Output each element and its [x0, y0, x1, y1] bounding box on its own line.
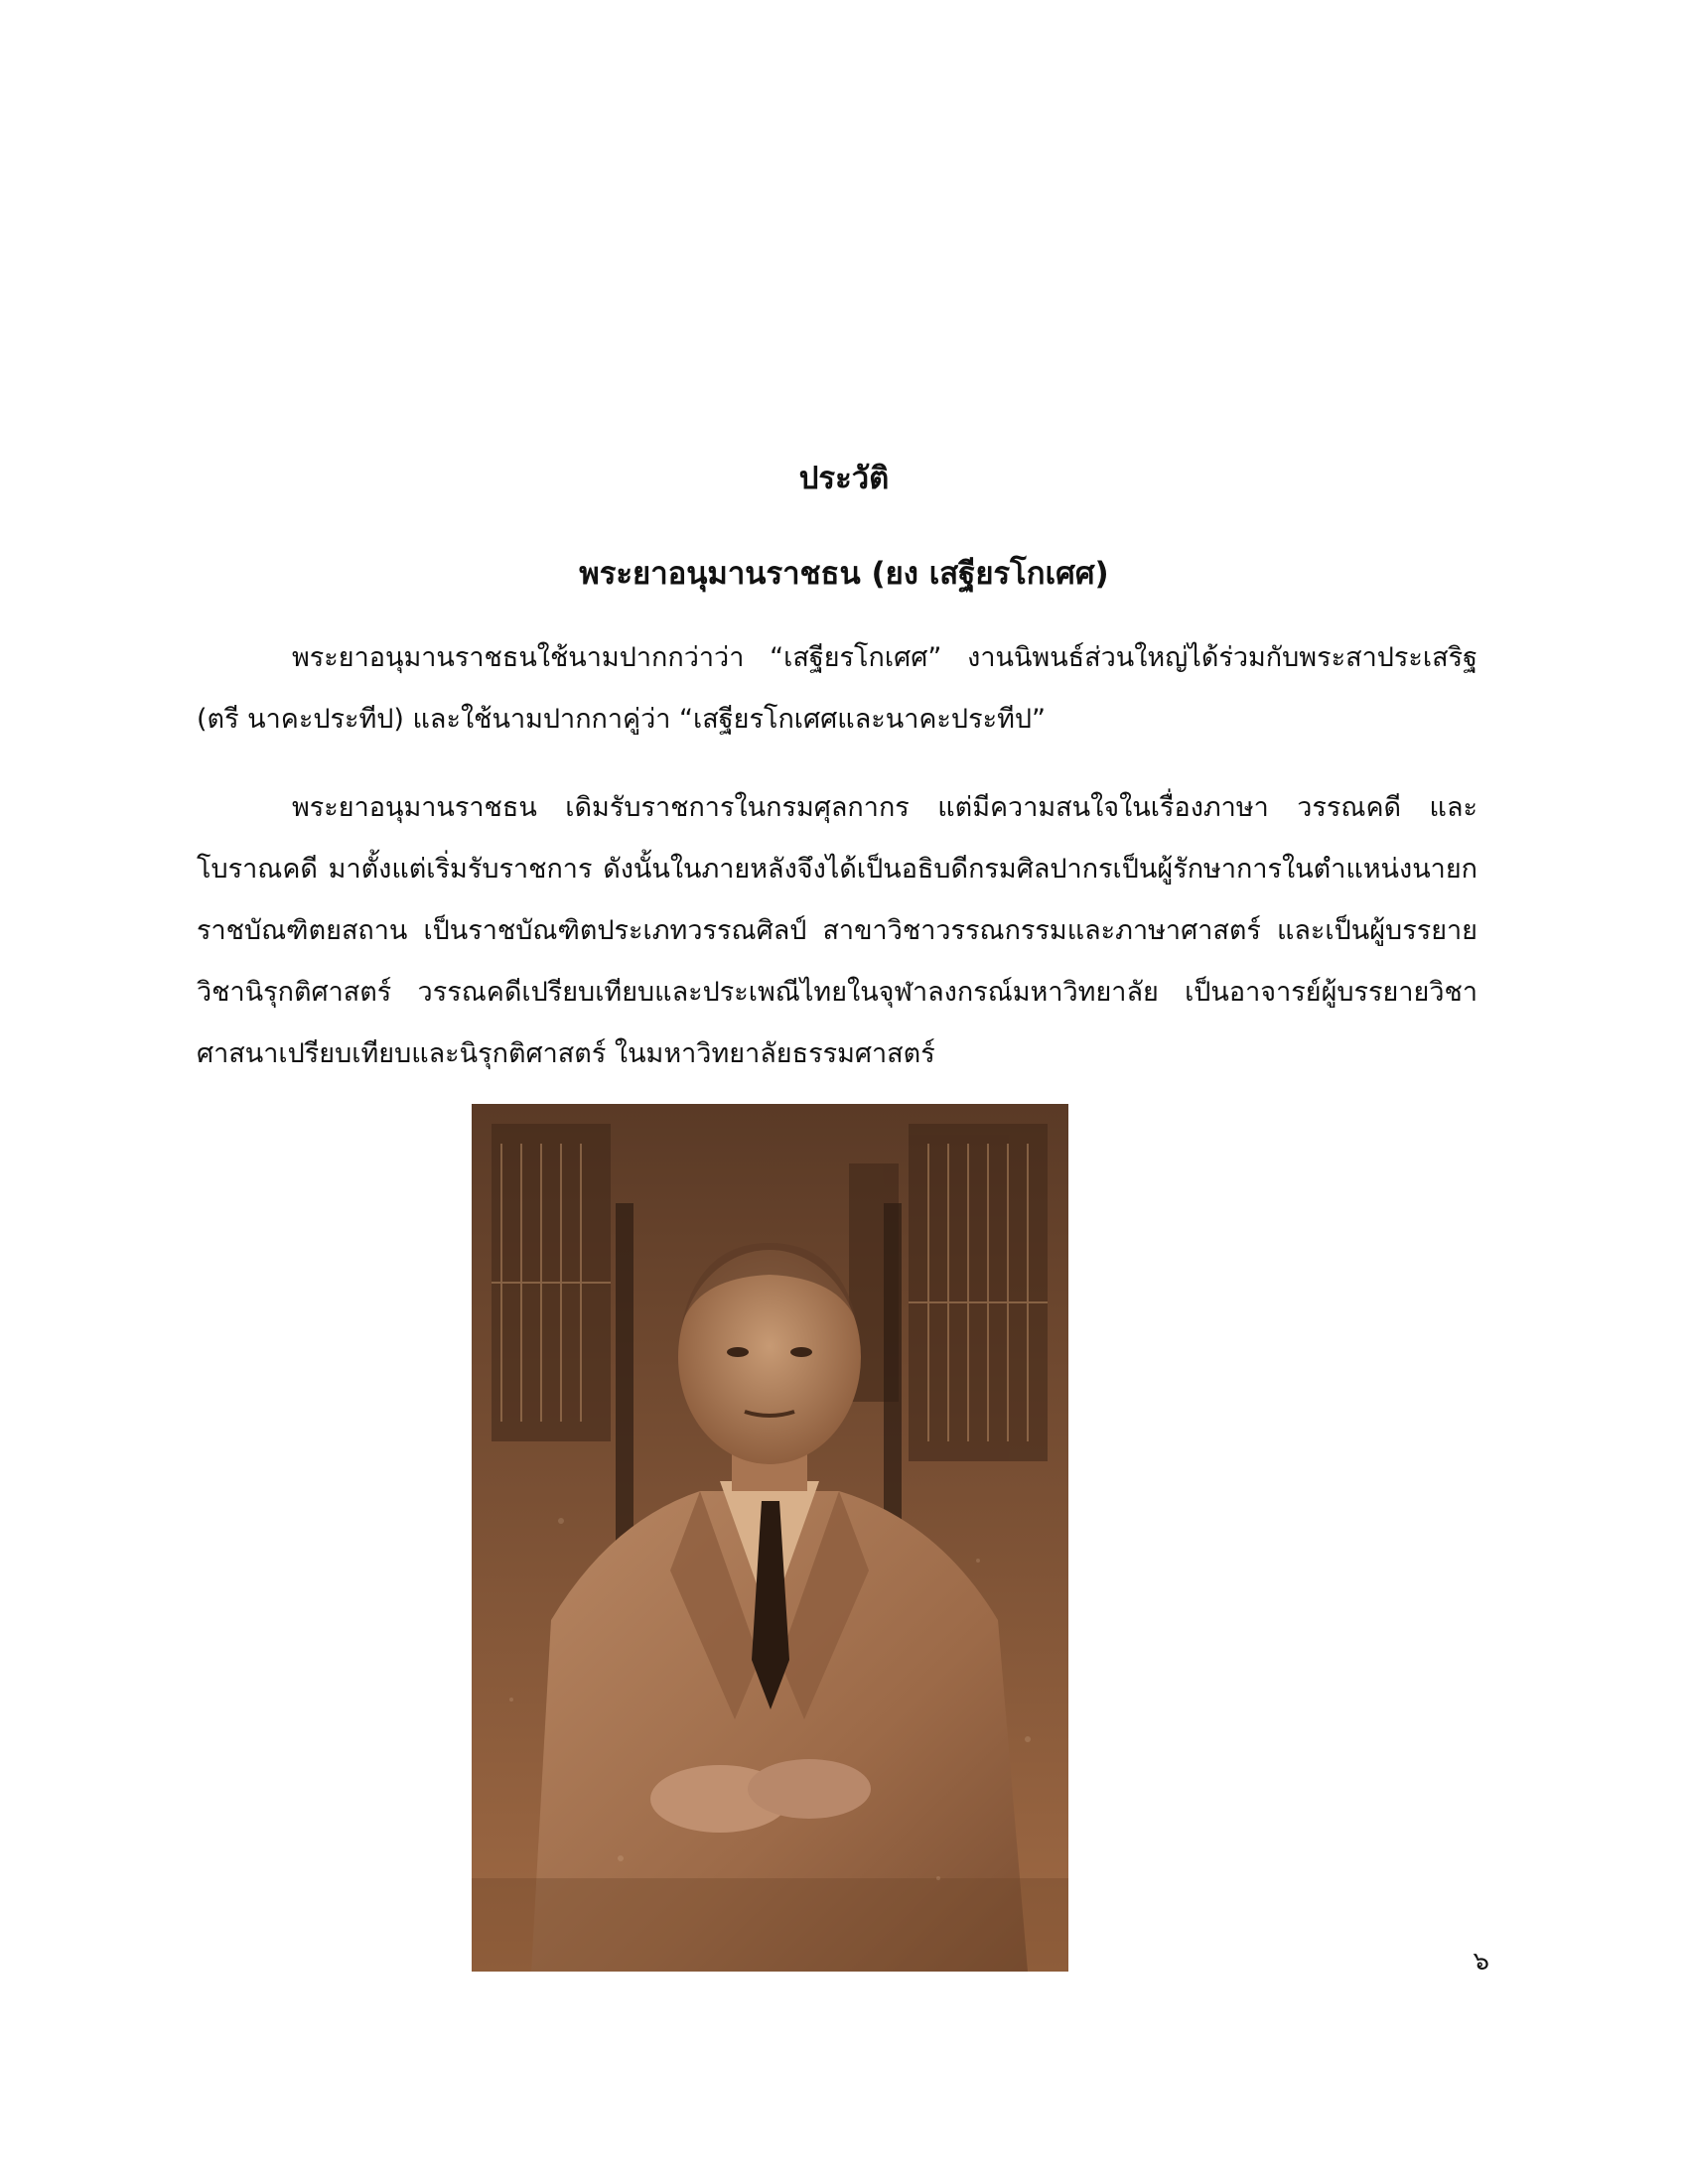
portrait-photo [472, 1104, 1068, 1972]
paragraph-text: พระยาอนุมานราชธน เดิมรับราชการในกรมศุลกากร แต่มีความสนใจในเรื่องภาษา วรรณคดี และโบราณคดี มาตั้งแต่เริ่มรับราชการ ดังนั้นในภายหลังจึงได้เป็นอธิบดีกรมศิลปากรเป็นผู้รักษาการในตำแหน่งนายกราชบัณฑิตยสถาน เป็นราชบัณฑิตประเภทวรรณศิลป์ สาขาวิชาวรรณกรรมและภาษาศาสตร์ และเป็นผู้บรรยายวิชานิรุกติศาสตร์ วรรณคดีเปรียบเทียบและประเพณีไทยในจุฬาลงกรณ์มหาวิทยาลัย เป็นอาจารย์ผู้บรรยายวิชาศาสนาเปรียบเทียบและนิรุกติศาสตร์ ในมหาวิทยาลัยธรรมศาสตร์ [197, 792, 1477, 1069]
paragraph-text: พระยาอนุมานราชธนใช้นามปากกว่าว่า “เสฐียรโกเศศ” งานนิพนธ์ส่วนใหญ่ได้ร่วมกับพระสาประเสริฐ (ตรี นาคะประทีป) และใช้นามปากกาคู่ว่า “เสฐียรโกเศศและนาคะประทีป” [197, 642, 1477, 735]
page-title: ประวัติ [798, 461, 890, 496]
portrait-illustration [472, 1104, 1068, 1972]
page-subtitle: พระยาอนุมานราชธน (ยง เสฐียรโกเศศ) [579, 556, 1109, 592]
paragraph-pen-name [197, 627, 1477, 751]
paragraph-career [197, 777, 1477, 1085]
page-number: ๖ [1473, 1947, 1489, 1977]
